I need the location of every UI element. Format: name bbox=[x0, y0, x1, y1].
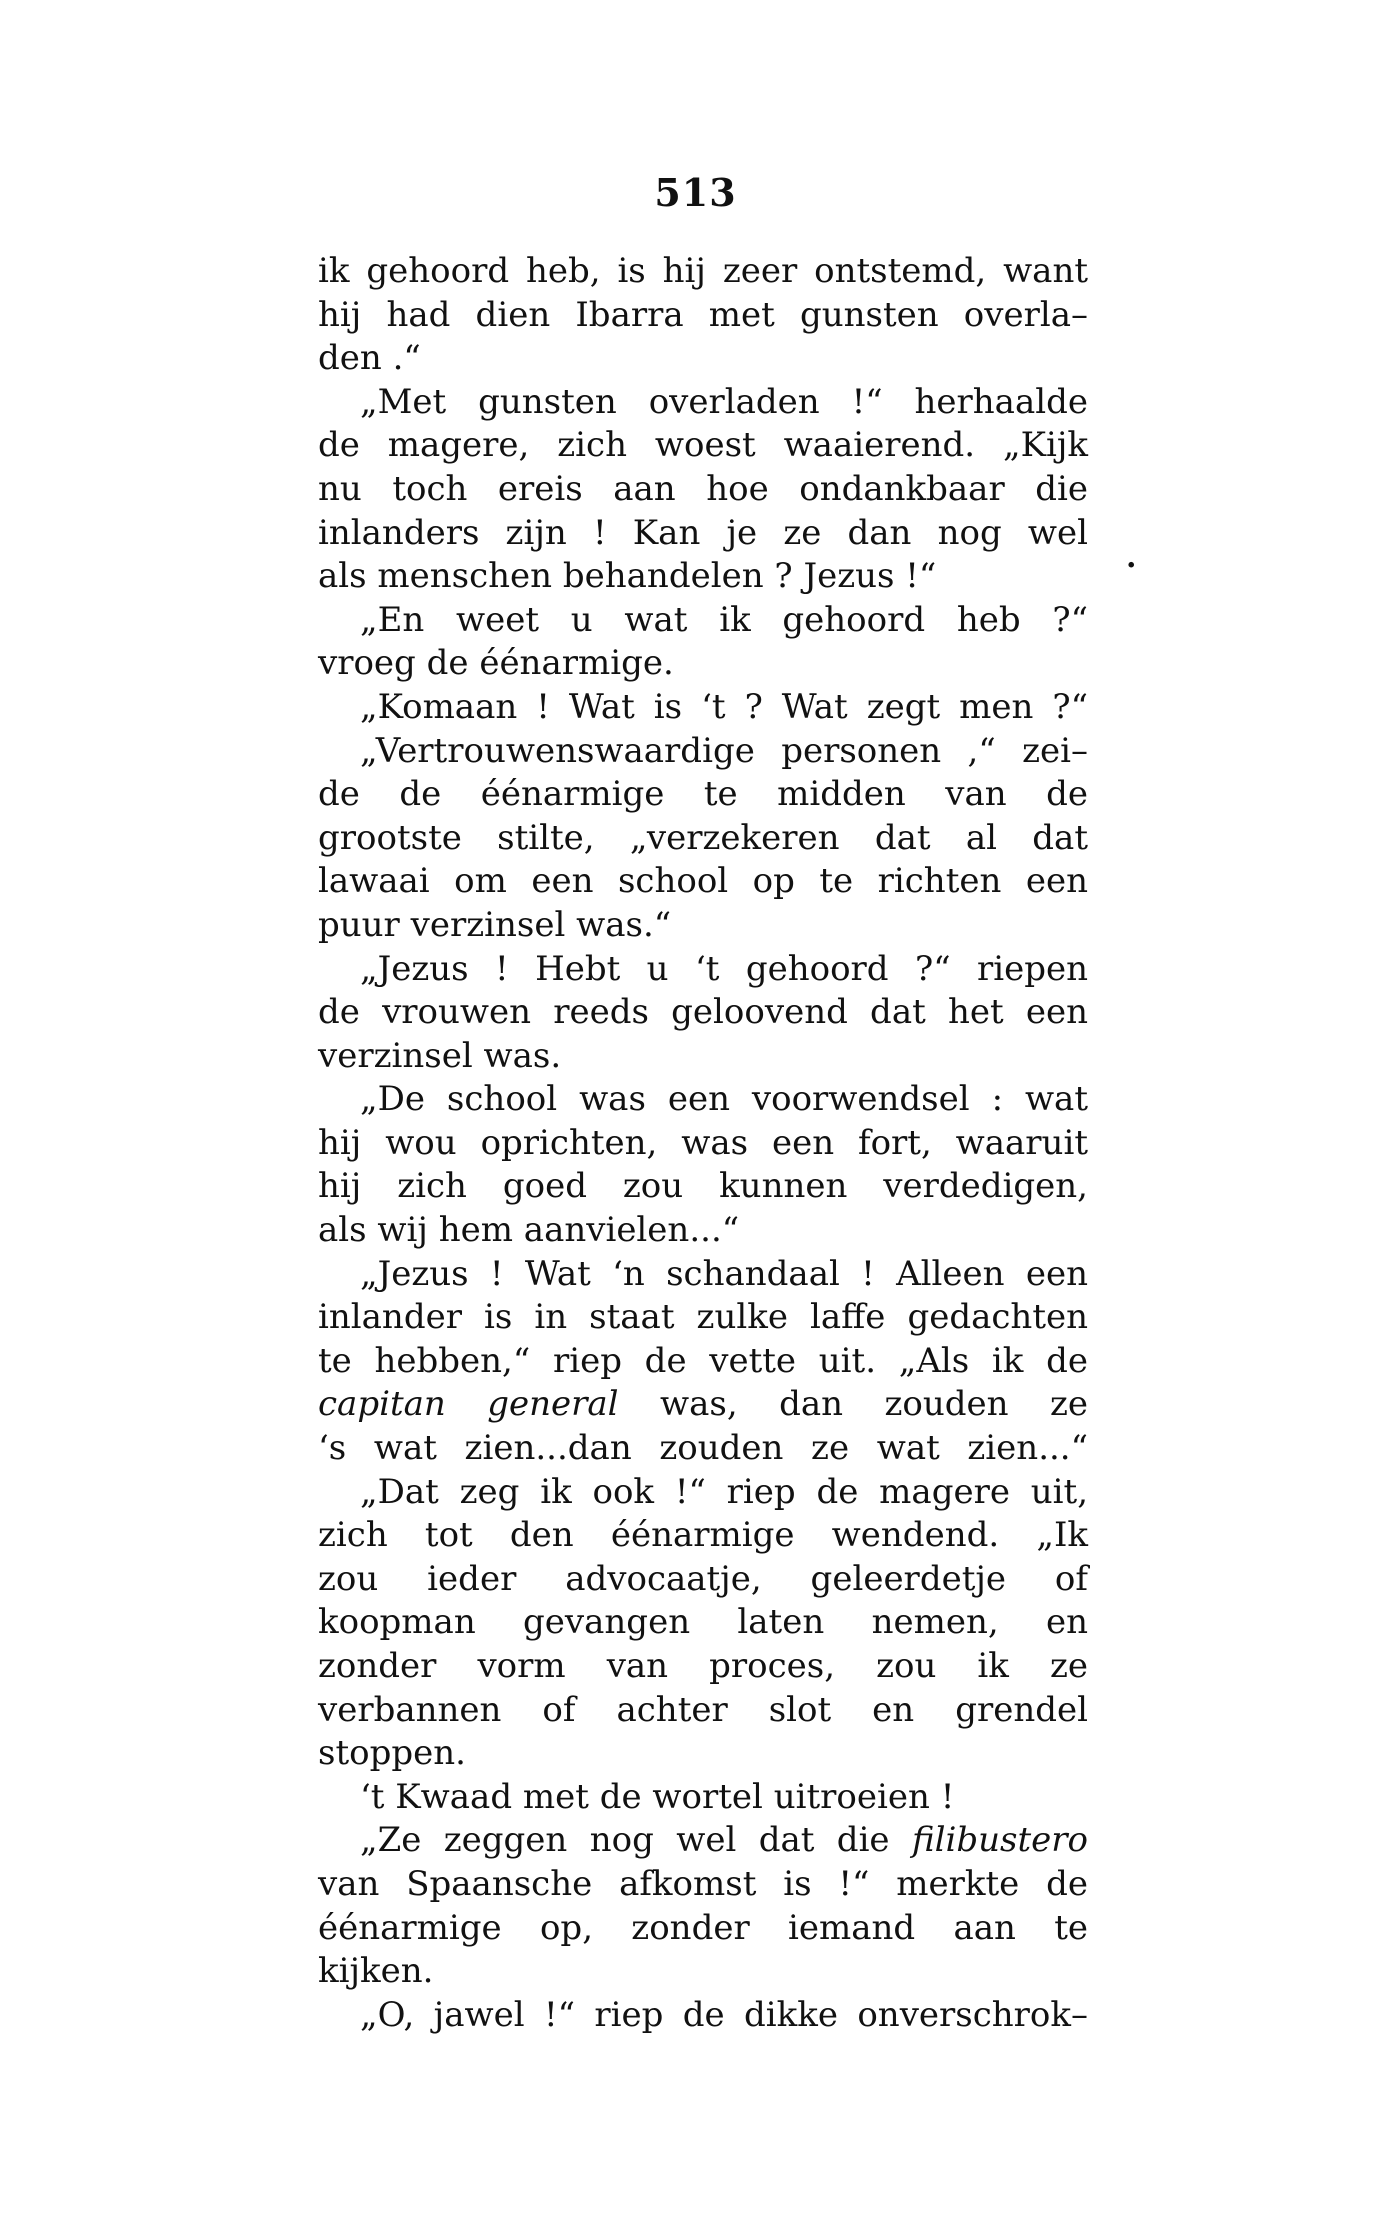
text-line: hij had dien Ibarra met gunsten overla– bbox=[318, 294, 1088, 335]
text-line: zonder vorm van proces, zou ik ze bbox=[318, 1646, 1088, 1686]
text-line: van Spaansche afkomst is !“ merkte de bbox=[318, 1863, 1088, 1904]
body-text bbox=[318, 250, 1088, 2037]
text-line: inlander is in staat zulke laffe gedachten bbox=[318, 1297, 1088, 1338]
text-line: capitan general was, dan zouden ze bbox=[318, 1384, 1088, 1425]
text-line: éénarmige op, zonder iemand aan te bbox=[318, 1907, 1088, 1948]
text-line: inlanders zijn ! Kan je ze dan nog wel bbox=[318, 512, 1088, 553]
text-line: ‘t Kwaad met de wortel uitroeien ! bbox=[360, 1776, 955, 1817]
text-line: zou ieder advocaatje, geleerdetje of bbox=[318, 1558, 1088, 1599]
text-line: hij wou oprichten, was een fort, waaruit bbox=[318, 1122, 1088, 1163]
text-line: zich tot den éénarmige wendend. „Ik bbox=[318, 1515, 1088, 1556]
text-line: den .“ bbox=[318, 338, 421, 379]
text-line: „Jezus ! Hebt u ‘t gehoord ?“ riepen bbox=[360, 948, 1088, 989]
text-line: koopman gevangen laten nemen, en bbox=[318, 1602, 1088, 1643]
text-line: als menschen behandelen ? Jezus !“ bbox=[318, 556, 937, 597]
text-line: kijken. bbox=[318, 1951, 434, 1992]
text-line: als wij hem aanvielen...“ bbox=[318, 1210, 740, 1251]
text-line: „O, jawel !“ riep de dikke onverschrok– bbox=[360, 1994, 1088, 2035]
text-line: grootste stilte, „verzekeren dat al dat bbox=[318, 817, 1088, 858]
stray-mark: . bbox=[1126, 540, 1137, 575]
text-line: verbannen of achter slot en grendel bbox=[318, 1689, 1088, 1730]
text-line: verzinsel was. bbox=[318, 1035, 562, 1076]
text-line: „Ze zeggen nog wel dat die filibustero bbox=[360, 1820, 1088, 1861]
text-line: „Met gunsten overladen !“ herhaalde bbox=[360, 381, 1088, 422]
text-line: puur verzinsel was.“ bbox=[318, 904, 672, 945]
text-line: „Komaan ! Wat is ‘t ? Wat zegt men ?“ bbox=[360, 686, 1088, 727]
text-line: „Dat zeg ik ook !“ riep de magere uit, bbox=[360, 1471, 1088, 1512]
text-line: lawaai om een school op te richten een bbox=[318, 861, 1088, 902]
text-line: „En weet u wat ik gehoord heb ?“ bbox=[360, 599, 1088, 640]
text-line: nu toch ereis aan hoe ondankbaar die bbox=[318, 468, 1088, 509]
text-line: ik gehoord heb, is hij zeer ontstemd, want bbox=[318, 251, 1088, 291]
text-line: vroeg de éénarmige. bbox=[318, 643, 674, 684]
text-line: stoppen. bbox=[318, 1733, 466, 1774]
text-line: „Jezus ! Wat ‘n schandaal ! Alleen een bbox=[360, 1253, 1088, 1294]
page-number: 513 bbox=[654, 170, 737, 215]
text-line: hij zich goed zou kunnen verdedigen, bbox=[318, 1166, 1088, 1207]
text-line: de vrouwen reeds geloovend dat het een bbox=[318, 992, 1088, 1033]
text-line: „Vertrouwenswaardige personen ,“ zei– bbox=[360, 730, 1088, 771]
text-line: te hebben,“ riep de vette uit. „Als ik de bbox=[318, 1340, 1088, 1381]
text-line: ‘s wat zien...dan zouden ze wat zien...“ bbox=[318, 1428, 1088, 1469]
text-line: de magere, zich woest waaierend. „Kijk bbox=[318, 425, 1088, 466]
text-line: „De school was een voorwendsel : wat bbox=[360, 1079, 1088, 1120]
text-line: de de éénarmige te midden van de bbox=[318, 774, 1088, 815]
